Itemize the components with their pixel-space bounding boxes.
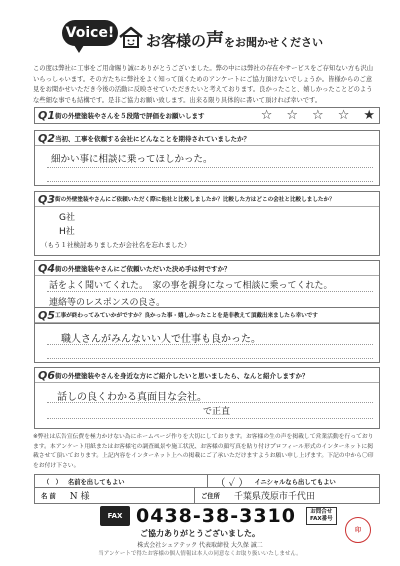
question-5 bbox=[34, 307, 380, 363]
name-label: 名 前 bbox=[41, 493, 56, 500]
fax-icon: FAX bbox=[100, 506, 130, 526]
fax-badge: お問合せ FAX番号 bbox=[306, 507, 337, 525]
answer-line bbox=[47, 181, 373, 182]
seal-stamp: 印 bbox=[345, 517, 371, 543]
disclaimer-text: 当アンケートで得たお客様の個人情報は本人の同意なくお取り扱いいたしません。 bbox=[98, 551, 302, 557]
answer-line bbox=[47, 358, 373, 359]
page-title: お客様の声をお聞かせください bbox=[146, 30, 324, 51]
fax-block bbox=[100, 505, 360, 527]
star-icon: ☆ bbox=[260, 108, 273, 123]
star-icon: ☆ bbox=[312, 108, 324, 123]
question-1 bbox=[34, 107, 380, 124]
question-text: 当初、工事を依頼する会社にどんなことを期待されていましたか？ bbox=[55, 134, 250, 143]
intro-text: この度は弊社に工事をご用命賜り誠にありがとうございました。弊の中には弊社の存在やサービスをご存知ない方も沢山いらっしゃいます。その方たちに弊社をよく知って頂くためのアンケートにご協力頂けないでしょうか。皆様からのご意見をお聞かせいただき今後の活動に反映させていただきたいと考えております。良かったこと、嬉しかったことどのような些細な事でも結構です。是非ご協力お願い致します。出来る限り具体的に書いて頂ければ幸いです。 bbox=[33, 65, 374, 104]
handwritten-answer: H社 bbox=[59, 227, 75, 237]
header bbox=[0, 0, 400, 60]
star-filled-icon: ★ bbox=[363, 108, 375, 123]
handwritten-answer: 職人さんがみんないい人で仕事も良かった。 bbox=[61, 334, 261, 345]
question-text: 街の外壁塗装やさんにご依頼いただく際に他社と比較しましたか？比較した方はどこの会社と比較しましたか？ bbox=[55, 197, 335, 203]
consent-option-initials[interactable]: （ ✓ ） イニシャルなら出してもよい bbox=[207, 475, 380, 487]
consent-options bbox=[34, 474, 380, 488]
thanks-text: ご協力ありがとうございました。 bbox=[140, 529, 260, 538]
handwritten-answer: 連絡等のレスポンスの良さ。 bbox=[49, 298, 166, 308]
address-label: ご住所 bbox=[201, 493, 220, 500]
question-number: Q4 bbox=[38, 261, 56, 275]
handwritten-answer: G社 bbox=[59, 213, 75, 223]
fax-number: 0438-38-3310 bbox=[136, 505, 296, 527]
answer-line bbox=[47, 418, 373, 419]
checkmark-icon: （ ✓ ） bbox=[215, 477, 249, 489]
address-value: 千葉県茂原市千代田 bbox=[233, 492, 315, 502]
handwritten-answer: 細かい事に相談に乗ってほしかった。 bbox=[51, 154, 213, 165]
question-number: Q1 bbox=[38, 109, 56, 122]
question-text: 街の外壁塗装やさんを身近な方にご紹介したいと思いましたら、なんと紹介しますか？ bbox=[55, 371, 309, 380]
question-number: Q5 bbox=[38, 308, 56, 322]
question-3 bbox=[34, 191, 380, 256]
handwritten-answer: 話をよく聞いてくれた。 家の事を親身になって相談に乗ってくれた。 bbox=[49, 281, 333, 291]
question-number: Q3 bbox=[38, 192, 56, 206]
question-text: 街の外壁塗装やさんを５段階で評価をお願いします bbox=[55, 112, 205, 120]
answer-line bbox=[47, 167, 373, 168]
handwritten-answer: 話しの良くわかる真面目な会社。 bbox=[57, 392, 207, 403]
handwritten-answer: で正直 bbox=[203, 407, 231, 417]
star-icon: ☆ bbox=[337, 108, 350, 123]
answer-line bbox=[47, 291, 373, 292]
handwritten-answer: （もう１社検討ありましたが会社名を忘れました） bbox=[41, 241, 191, 249]
question-2 bbox=[34, 130, 380, 186]
question-text: 街の外壁塗装やさんにご依頼いただいた決め手は何ですか？ bbox=[55, 264, 231, 273]
question-6 bbox=[34, 367, 380, 429]
star-icon: ☆ bbox=[286, 108, 299, 123]
consent-option-name[interactable]: （ ） 名前を出してもよい bbox=[43, 478, 125, 486]
star-rating bbox=[261, 108, 375, 123]
footnote-text: ※弊社は広告宣伝費を極力かけない為にホームページ作りを大切にしております。お客様の生の声を掲載して営業活動を行っております。本アンケート用紙またはお客様宅の調査風景や施工状況、お客様の顔写真を貼り付けプロフィール形式のインターネットに掲載させて頂いております。上記内容をインターネット上への掲載にご了承いただけますようお願い申し上げます。下記の中から〇印をお付け下さい。 bbox=[33, 434, 374, 469]
question-number: Q6 bbox=[38, 368, 56, 382]
company-text: 株式会社シェアテック 代表取締役 大久保 誠二 bbox=[137, 542, 263, 549]
name-field bbox=[35, 488, 195, 503]
address-field bbox=[195, 488, 379, 503]
question-number: Q2 bbox=[38, 131, 56, 145]
house-icon bbox=[118, 26, 144, 48]
name-value: N 様 bbox=[69, 492, 90, 502]
customer-info bbox=[34, 488, 380, 504]
voice-badge: Voice! bbox=[62, 20, 118, 46]
question-text: 工事が終わってみていかがですか？良かった事・嬉しかったことを是非教えて頂戴出来ましたら幸いです bbox=[55, 313, 318, 319]
